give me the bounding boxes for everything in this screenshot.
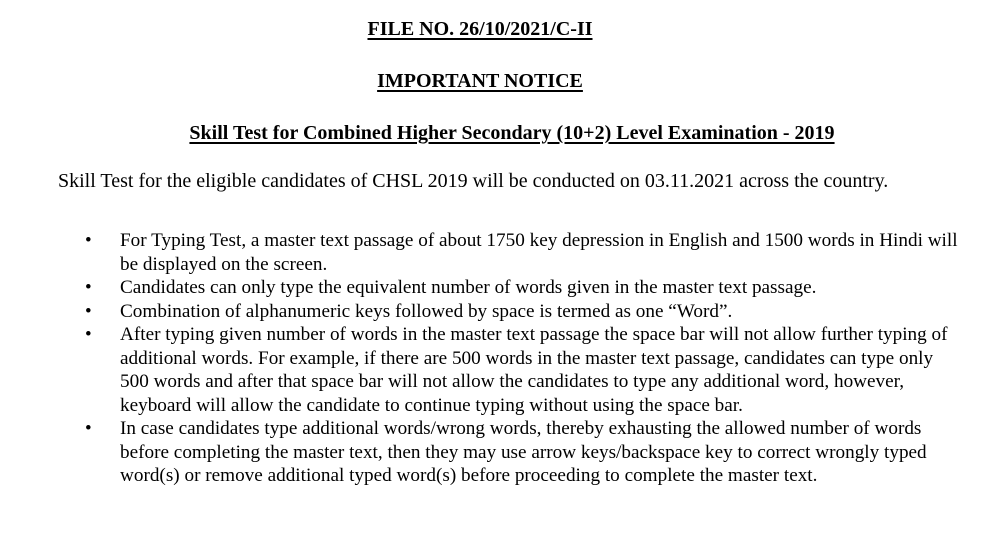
intro-paragraph: Skill Test for the eligible candidates of CHSL 2019 will be conducted on 03.11.2021 across the country.	[58, 170, 889, 192]
list-item	[82, 417, 962, 488]
notice-subject: Skill Test for Combined Higher Secondary (10+2) Level Examination - 2019	[189, 122, 835, 144]
list-item	[82, 276, 962, 300]
instruction-list	[82, 229, 962, 488]
list-item-text: After typing given number of words in the master text passage the space bar will not allow further typing of additional words. For example, if there are 500 words in the master text passage, candidates can type only 500 words and after that space bar will not allow the candidates to type any additional word, however, keyboard will allow the candidate to continue typing without using the space bar.	[120, 324, 948, 416]
bullet-icon: •	[85, 324, 92, 345]
bullet-icon: •	[85, 300, 92, 322]
bullet-icon: •	[85, 418, 92, 439]
list-item-text: For Typing Test, a master text passage of about 1750 key depression in English and 1500 words in Hindi will be displayed on the screen.	[120, 230, 958, 275]
list-item-text: Candidates can only type the equivalent number of words given in the master text passage.	[120, 277, 817, 298]
list-item	[82, 323, 962, 417]
notice-title: IMPORTANT NOTICE	[377, 70, 583, 92]
file-number-heading: FILE NO. 26/10/2021/C-II	[367, 18, 593, 40]
bullet-icon: •	[85, 230, 92, 251]
list-item	[82, 229, 962, 276]
bullet-icon: •	[85, 277, 92, 298]
list-item-text: Combination of alphanumeric keys followed by space is termed as one “Word”.	[120, 300, 733, 322]
list-item	[82, 300, 962, 324]
list-item-text: In case candidates type additional words/wrong words, thereby exhausting the allowed number of words before completing the master text, then they may use arrow keys/backspace key to correct wrongly typed word(s) or remove additional typed word(s) before proceeding to complete the master text.	[120, 418, 927, 486]
